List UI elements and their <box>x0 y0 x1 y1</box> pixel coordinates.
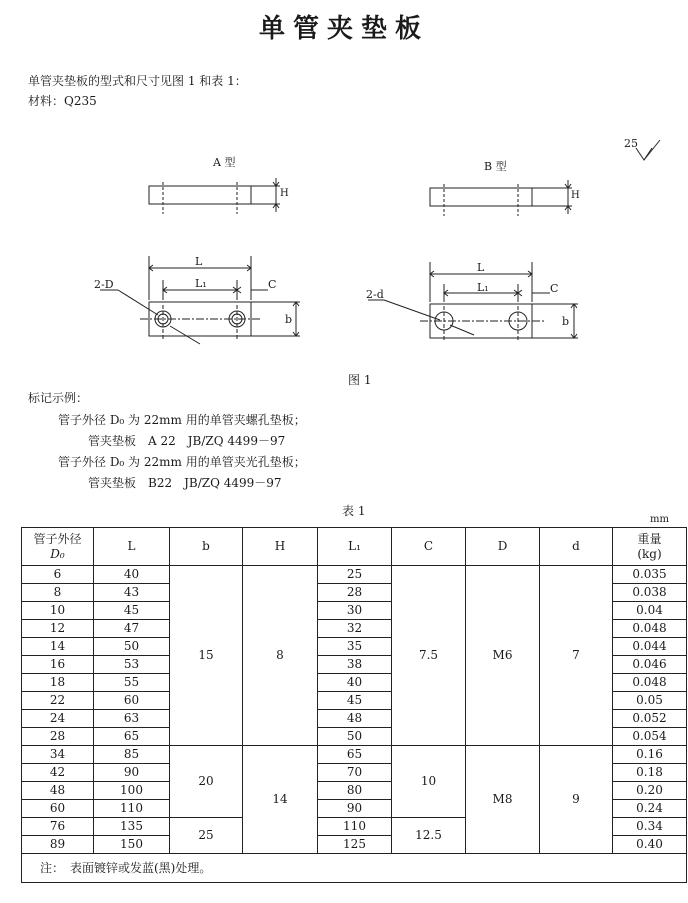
example-line-2: 管夹垫板 A 22 JB/ZQ 4499－97 <box>88 434 286 448</box>
cell-weight: 0.40 <box>613 836 687 854</box>
dimension-table <box>21 527 687 883</box>
cell-d0: 48 <box>22 782 94 800</box>
roughness-symbol <box>636 140 660 160</box>
table-header-row <box>22 528 687 566</box>
header-l1: L₁ <box>318 528 392 566</box>
cell-l: 50 <box>94 638 170 656</box>
cell-weight: 0.34 <box>613 818 687 836</box>
cell-weight: 0.054 <box>613 728 687 746</box>
cell-l: 45 <box>94 602 170 620</box>
header-weight <box>613 528 687 566</box>
cell-weight: 0.052 <box>613 710 687 728</box>
table-note: 注： 表面镀锌或发蓝(黑)处理。 <box>22 854 687 883</box>
header-d0 <box>22 528 94 566</box>
cell-d-hole-group-1: 7 <box>540 566 613 746</box>
cell-l: 60 <box>94 692 170 710</box>
a-dim-h: H <box>280 188 289 199</box>
table-note-row <box>22 854 687 883</box>
cell-l1: 28 <box>318 584 392 602</box>
cell-d0: 8 <box>22 584 94 602</box>
figure-1-drawing <box>0 0 688 400</box>
cell-l1: 30 <box>318 602 392 620</box>
cell-l: 47 <box>94 620 170 638</box>
cell-weight: 0.04 <box>613 602 687 620</box>
cell-d-hole-group-2: 9 <box>540 746 613 854</box>
cell-d-thread-group-1: M6 <box>466 566 540 746</box>
cell-weight: 0.05 <box>613 692 687 710</box>
header-h: H <box>243 528 318 566</box>
roughness-value: 25 <box>624 137 638 150</box>
cell-b-group-3: 25 <box>170 818 243 854</box>
cell-d0: 28 <box>22 728 94 746</box>
cell-d0: 18 <box>22 674 94 692</box>
cell-d0: 14 <box>22 638 94 656</box>
cell-c-group-1: 7.5 <box>392 566 466 746</box>
header-c: C <box>392 528 466 566</box>
cell-l1: 38 <box>318 656 392 674</box>
cell-l: 85 <box>94 746 170 764</box>
table-row <box>22 746 687 764</box>
b-dim-c: C <box>550 282 559 295</box>
b-dim-b: b <box>562 315 570 328</box>
cell-d0: 42 <box>22 764 94 782</box>
cell-l1: 40 <box>318 674 392 692</box>
cell-d0: 60 <box>22 800 94 818</box>
cell-weight: 0.035 <box>613 566 687 584</box>
b-type-side-view <box>430 180 572 216</box>
cell-b-group-2: 20 <box>170 746 243 818</box>
example-heading: 标记示例： <box>28 391 89 405</box>
header-d0-label: 管子外径 <box>33 531 82 546</box>
cell-h-group-1: 8 <box>243 566 318 746</box>
header-d-hole: d <box>540 528 613 566</box>
cell-l: 90 <box>94 764 170 782</box>
cell-weight: 0.20 <box>613 782 687 800</box>
cell-l1: 90 <box>318 800 392 818</box>
cell-d0: 76 <box>22 818 94 836</box>
cell-weight: 0.18 <box>613 764 687 782</box>
cell-weight: 0.046 <box>613 656 687 674</box>
cell-weight: 0.24 <box>613 800 687 818</box>
b-dim-h: H <box>571 190 580 201</box>
cell-l1: 50 <box>318 728 392 746</box>
cell-d-thread-group-2: M8 <box>466 746 540 854</box>
cell-l: 135 <box>94 818 170 836</box>
table-unit: mm <box>650 514 669 525</box>
example-line-4: 管夹垫板 B22 JB/ZQ 4499－97 <box>88 476 282 490</box>
cell-l1: 80 <box>318 782 392 800</box>
table-caption: 表 1 <box>342 504 366 518</box>
cell-l1: 65 <box>318 746 392 764</box>
cell-l: 150 <box>94 836 170 854</box>
cell-l: 53 <box>94 656 170 674</box>
cell-weight: 0.048 <box>613 674 687 692</box>
cell-d0: 24 <box>22 710 94 728</box>
b-type-label: B 型 <box>484 160 507 173</box>
a-type-top-view <box>100 256 300 344</box>
header-weight-label: 重量 <box>637 531 662 546</box>
cell-l1: 32 <box>318 620 392 638</box>
cell-weight: 0.038 <box>613 584 687 602</box>
cell-c-group-2: 10 <box>392 746 466 818</box>
a-dim-c: C <box>268 278 277 291</box>
header-d0-symbol: D₀ <box>50 546 65 561</box>
cell-weight: 0.16 <box>613 746 687 764</box>
cell-l: 63 <box>94 710 170 728</box>
cell-d0: 10 <box>22 602 94 620</box>
cell-l1: 48 <box>318 710 392 728</box>
a-dim-b: b <box>285 313 293 326</box>
cell-l1: 110 <box>318 818 392 836</box>
cell-l: 65 <box>94 728 170 746</box>
header-l: L <box>94 528 170 566</box>
intro-line-1: 单管夹垫板的型式和尺寸见图 1 和表 1： <box>28 74 247 88</box>
cell-l: 110 <box>94 800 170 818</box>
cell-l1: 125 <box>318 836 392 854</box>
cell-d0: 89 <box>22 836 94 854</box>
header-d-thread: D <box>466 528 540 566</box>
b-dim-l: L <box>477 261 485 274</box>
cell-l: 55 <box>94 674 170 692</box>
cell-l1: 25 <box>318 566 392 584</box>
b-dim-l1: L₁ <box>477 281 489 294</box>
page-title: 单管夹垫板 <box>258 14 429 44</box>
header-weight-unit: (kg) <box>637 546 662 561</box>
cell-b-group-1: 15 <box>170 566 243 746</box>
cell-l: 43 <box>94 584 170 602</box>
cell-weight: 0.048 <box>613 620 687 638</box>
example-line-1: 管子外径 D₀ 为 22mm 用的单管夹螺孔垫板； <box>58 413 306 427</box>
a-type-side-view <box>149 178 280 214</box>
cell-l: 100 <box>94 782 170 800</box>
cell-weight: 0.044 <box>613 638 687 656</box>
cell-d0: 6 <box>22 566 94 584</box>
a-dim-l1: L₁ <box>195 277 207 290</box>
figure-caption: 图 1 <box>348 373 372 387</box>
cell-d0: 12 <box>22 620 94 638</box>
cell-l1: 70 <box>318 764 392 782</box>
b-hole-label: 2-d <box>366 288 384 301</box>
example-line-3: 管子外径 D₀ 为 22mm 用的单管夹光孔垫板； <box>58 455 306 469</box>
header-b: b <box>170 528 243 566</box>
b-type-top-view <box>368 262 578 342</box>
cell-l1: 45 <box>318 692 392 710</box>
intro-line-2: 材料：Q235 <box>28 94 97 108</box>
cell-h-group-2: 14 <box>243 746 318 854</box>
cell-l1: 35 <box>318 638 392 656</box>
cell-c-group-3: 12.5 <box>392 818 466 854</box>
cell-d0: 22 <box>22 692 94 710</box>
table-row <box>22 566 687 584</box>
cell-d0: 16 <box>22 656 94 674</box>
cell-l: 40 <box>94 566 170 584</box>
a-type-label: A 型 <box>213 156 236 169</box>
cell-d0: 34 <box>22 746 94 764</box>
a-hole-label: 2-D <box>94 278 114 291</box>
a-dim-l: L <box>195 255 203 268</box>
